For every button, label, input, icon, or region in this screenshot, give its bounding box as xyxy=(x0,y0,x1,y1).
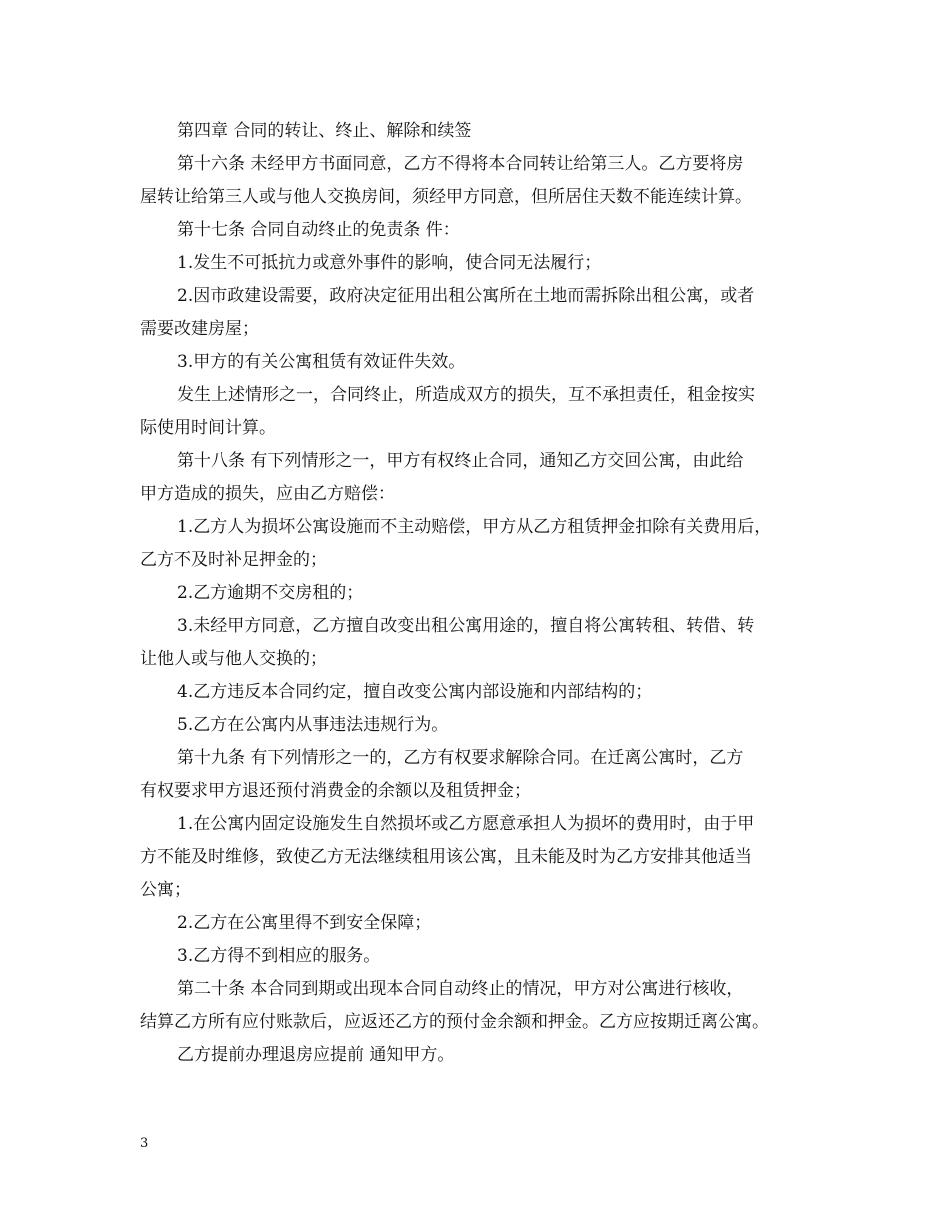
list-item: 3.乙方得不到相应的服务。 xyxy=(177,946,381,966)
list-item: 2.因市政建设需要，政府决定征用出租公寓所在土地而需拆除出租公寓，或者 xyxy=(177,286,755,306)
paragraph-line: 第二十条 本合同到期或出现本合同自动终止的情况，甲方对公寓进行核收， xyxy=(177,979,744,999)
paragraph-line: 乙方不及时补足押金的； xyxy=(140,550,327,570)
chapter-heading: 第四章 合同的转让、终止、解除和续签 xyxy=(177,121,472,141)
document-body xyxy=(140,115,820,1072)
list-item: 1.发生不可抵抗力或意外事件的影响，使合同无法履行； xyxy=(177,253,602,273)
paragraph-line: 发生上述情形之一，合同终止，所造成双方的损失，互不承担责任，租金按实 xyxy=(177,385,755,405)
paragraph-line: 屋转让给第三人或与他人交换房间，须经甲方同意，但所居住天数不能连续计算。 xyxy=(140,187,752,207)
paragraph-line: 际使用时间计算。 xyxy=(140,418,276,438)
paragraph-line: 第十八条 有下列情形之一，甲方有权终止合同，通知乙方交回公寓，由此给 xyxy=(177,451,744,471)
paragraph-line: 第十六条 未经甲方书面同意，乙方不得将本合同转让给第三人。乙方要将房 xyxy=(177,154,744,174)
paragraph-line: 让他人或与他人交换的； xyxy=(140,649,327,669)
paragraph-line: 公寓； xyxy=(140,880,191,900)
list-item: 1.在公寓内固定设施发生自然损坏或乙方愿意承担人为损坏的费用时，由于甲 xyxy=(177,814,755,834)
list-item: 2.乙方逾期不交房租的； xyxy=(177,583,364,603)
paragraph-line: 甲方造成的损失，应由乙方赔偿： xyxy=(140,484,395,504)
list-item: 3.未经甲方同意，乙方擅自改变出租公寓用途的，擅自将公寓转租、转借、转 xyxy=(177,616,755,636)
paragraph-line: 乙方提前办理退房应提前 通知甲方。 xyxy=(177,1045,455,1065)
list-item: 3.甲方的有关公寓租赁有效证件失效。 xyxy=(177,352,466,372)
paragraph-line: 结算乙方所有应付账款后，应返还乙方的预付金余额和押金。乙方应按期迁离公寓。 xyxy=(140,1012,769,1032)
paragraph-line: 需要改建房屋； xyxy=(140,319,259,339)
paragraph-line: 有权要求甲方退还预付消费金的余额以及租赁押金； xyxy=(140,781,531,801)
list-item: 1.乙方人为损坏公寓设施而不主动赔偿，甲方从乙方租赁押金扣除有关费用后， xyxy=(177,517,772,537)
list-item: 4.乙方违反本合同约定，擅自改变公寓内部设施和内部结构的； xyxy=(177,682,653,702)
page-number: 3 xyxy=(140,1136,149,1151)
list-item: 5.乙方在公寓内从事违法违规行为。 xyxy=(177,715,449,735)
paragraph-line: 第十九条 有下列情形之一的，乙方有权要求解除合同。在迁离公寓时，乙方 xyxy=(177,748,744,768)
paragraph-line: 方不能及时维修，致使乙方无法继续租用该公寓，且未能及时为乙方安排其他适当 xyxy=(140,847,752,867)
list-item: 2.乙方在公寓里得不到安全保障； xyxy=(177,913,432,933)
paragraph-line: 第十七条 合同自动终止的免责条 件： xyxy=(177,220,460,240)
